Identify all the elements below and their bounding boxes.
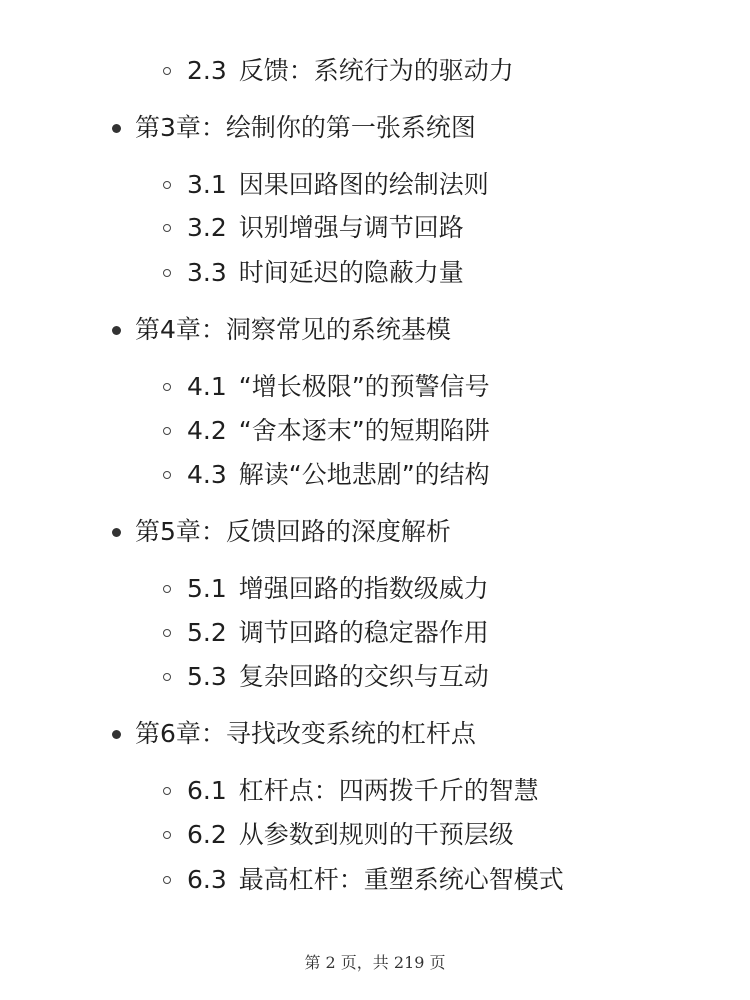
circle-bullet-icon	[163, 585, 171, 593]
circle-bullet-icon	[163, 67, 171, 75]
section-title: 反馈：系统行为的驱动力	[238, 56, 514, 85]
circle-bullet-icon	[163, 787, 171, 795]
circle-bullet-icon	[163, 383, 171, 391]
circle-bullet-icon	[163, 876, 171, 884]
section-number: 5.1	[187, 574, 227, 603]
section-title: 解读“公地悲剧”的结构	[238, 460, 490, 489]
disc-bullet-icon	[112, 124, 121, 133]
section-title: 从参数到规则的干预层级	[238, 820, 514, 849]
toc-section-3-3	[163, 256, 464, 290]
section-number: 4.3	[187, 460, 227, 489]
section-title: 识别增强与调节回路	[238, 213, 464, 242]
toc-section-5-2	[163, 616, 489, 650]
section-number: 6.3	[187, 865, 227, 894]
chapter-title: 第4章：洞察常见的系统基模	[135, 315, 451, 344]
chapter-title: 第6章：寻找改变系统的杠杆点	[135, 719, 476, 748]
section-number: 3.1	[187, 170, 227, 199]
section-title: 最高杠杆：重塑系统心智模式	[238, 865, 564, 894]
section-title: 时间延迟的隐蔽力量	[238, 258, 464, 287]
section-title: 复杂回路的交织与互动	[238, 662, 489, 691]
section-number: 2.3	[187, 56, 227, 85]
toc-section-3-2	[163, 211, 464, 245]
section-number: 3.2	[187, 213, 227, 242]
toc-section-5-3	[163, 660, 489, 694]
section-number: 4.1	[187, 372, 227, 401]
section-number: 6.2	[187, 820, 227, 849]
toc-chapter-4	[112, 313, 451, 347]
section-number: 4.2	[187, 416, 227, 445]
circle-bullet-icon	[163, 224, 171, 232]
circle-bullet-icon	[163, 181, 171, 189]
section-number: 5.3	[187, 662, 227, 691]
toc-section-4-3	[163, 458, 490, 492]
toc-section-3-1	[163, 168, 489, 202]
chapter-title: 第3章：绘制你的第一张系统图	[135, 113, 476, 142]
disc-bullet-icon	[112, 326, 121, 335]
circle-bullet-icon	[163, 831, 171, 839]
toc-section-5-1	[163, 572, 489, 606]
circle-bullet-icon	[163, 629, 171, 637]
circle-bullet-icon	[163, 269, 171, 277]
section-title: “增长极限”的预警信号	[238, 372, 490, 401]
disc-bullet-icon	[112, 730, 121, 739]
section-title: 增强回路的指数级威力	[238, 574, 489, 603]
section-title: 因果回路图的绘制法则	[238, 170, 489, 199]
disc-bullet-icon	[112, 528, 121, 537]
toc-section-4-2	[163, 414, 490, 448]
toc-section-6-3	[163, 863, 564, 897]
section-title: 调节回路的稳定器作用	[238, 618, 489, 647]
toc-section-4-1	[163, 370, 490, 404]
circle-bullet-icon	[163, 427, 171, 435]
toc-section-6-2	[163, 818, 514, 852]
toc-section-2-3	[163, 54, 514, 88]
section-number: 5.2	[187, 618, 227, 647]
section-number: 3.3	[187, 258, 227, 287]
circle-bullet-icon	[163, 673, 171, 681]
section-title: 杠杆点：四两拨千斤的智慧	[238, 776, 539, 805]
toc-chapter-6	[112, 717, 476, 751]
toc-section-6-1	[163, 774, 539, 808]
toc-chapter-3	[112, 111, 476, 145]
section-number: 6.1	[187, 776, 227, 805]
page-footer: 第 2 页，共 219 页	[304, 953, 446, 972]
section-title: “舍本逐末”的短期陷阱	[238, 416, 490, 445]
toc-chapter-5	[112, 515, 451, 549]
circle-bullet-icon	[163, 471, 171, 479]
chapter-title: 第5章：反馈回路的深度解析	[135, 517, 451, 546]
